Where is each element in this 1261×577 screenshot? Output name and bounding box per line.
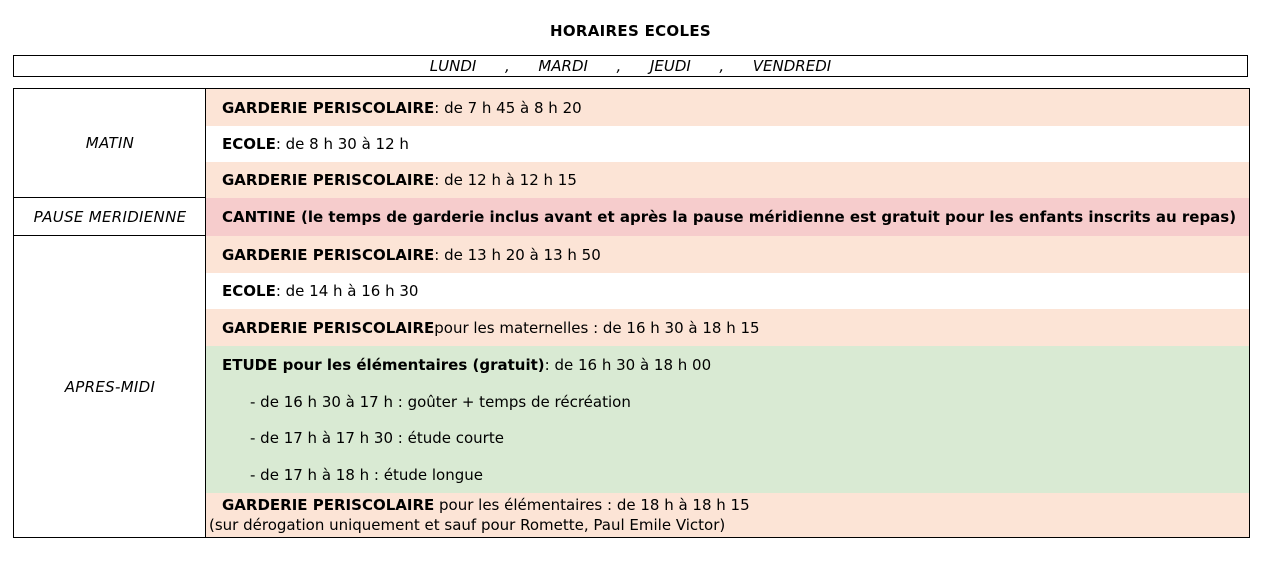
day-spacer [691,57,720,75]
day-monday: LUNDI [429,57,477,75]
row-text: : de 13 h 20 à 13 h 50 [434,245,601,264]
schedule-row [206,162,1249,198]
day-separator [476,57,505,75]
day-friday: VENDREDI [752,57,832,75]
day-spacer [621,57,650,75]
schedule-row [206,346,1249,383]
row-bold: GARDERIE PERISCOLAIRE [222,496,435,514]
day-spacer [588,57,617,75]
schedule-row [206,126,1249,162]
row-bold: GARDERIE PERISCOLAIRE [222,245,435,264]
schedule-row [206,383,1249,420]
row-note: (sur dérogation uniquement et sauf pour Romette, Paul Emile Victor) [209,516,726,534]
label-apres: APRES-MIDI [64,377,156,396]
row-text: : de 14 h à 16 h 30 [275,282,419,300]
schedule-row [206,236,1249,273]
day-spacer [724,57,753,75]
row-bold: ECOLE [222,135,276,153]
schedule-row [206,273,1249,309]
day-thursday: JEUDI [649,57,691,75]
row-bold: CANTINE (le temps de garderie inclus avant et après la pause méridienne est gratuit pour les enfants inscrits au repas) [222,208,1237,226]
schedule-row [206,420,1249,456]
row-text: : de 16 h 30 à 18 h 00 [544,355,712,374]
row-text: pour les élémentaires : de 18 h à 18 h 15 [434,496,750,514]
row-bold: ECOLE [222,282,276,300]
day-separator: , [719,57,725,75]
row-bold: GARDERIE PERISCOLAIRE [222,318,435,337]
days-header [13,55,1248,77]
row-bold: ETUDE pour les élémentaires (gratuit) [222,355,545,374]
day-spacer [510,57,539,75]
row-text: - de 17 h à 18 h : étude longue [250,465,483,484]
schedule-row [206,456,1249,493]
day-separator: , [616,57,622,75]
schedule-row [206,198,1249,236]
page-title: HORAIRES ECOLES [550,22,711,40]
row-text: : de 7 h 45 à 8 h 20 [434,98,582,117]
schedule-row [206,89,1249,126]
label-pause: PAUSE MERIDIENNE [33,207,187,226]
row-text: : de 8 h 30 à 12 h [275,135,409,153]
row-text: pour les maternelles : de 16 h 30 à 18 h 15 [434,318,760,337]
schedule-table [13,88,1250,538]
label-matin: MATIN [85,134,135,152]
row-bold: GARDERIE PERISCOLAIRE [222,98,435,117]
row-text: - de 17 h à 17 h 30 : étude courte [250,429,504,447]
day-tuesday: MARDI [538,57,588,75]
day-separator: , [504,57,510,75]
row-bold: GARDERIE PERISCOLAIRE [222,171,435,189]
schedule-row [206,309,1249,346]
row-text: - de 16 h 30 à 17 h : goûter + temps de récréation [250,392,631,411]
row-line [206,495,750,515]
row-text: : de 12 h à 12 h 15 [434,171,577,189]
schedule-row [206,493,1249,537]
